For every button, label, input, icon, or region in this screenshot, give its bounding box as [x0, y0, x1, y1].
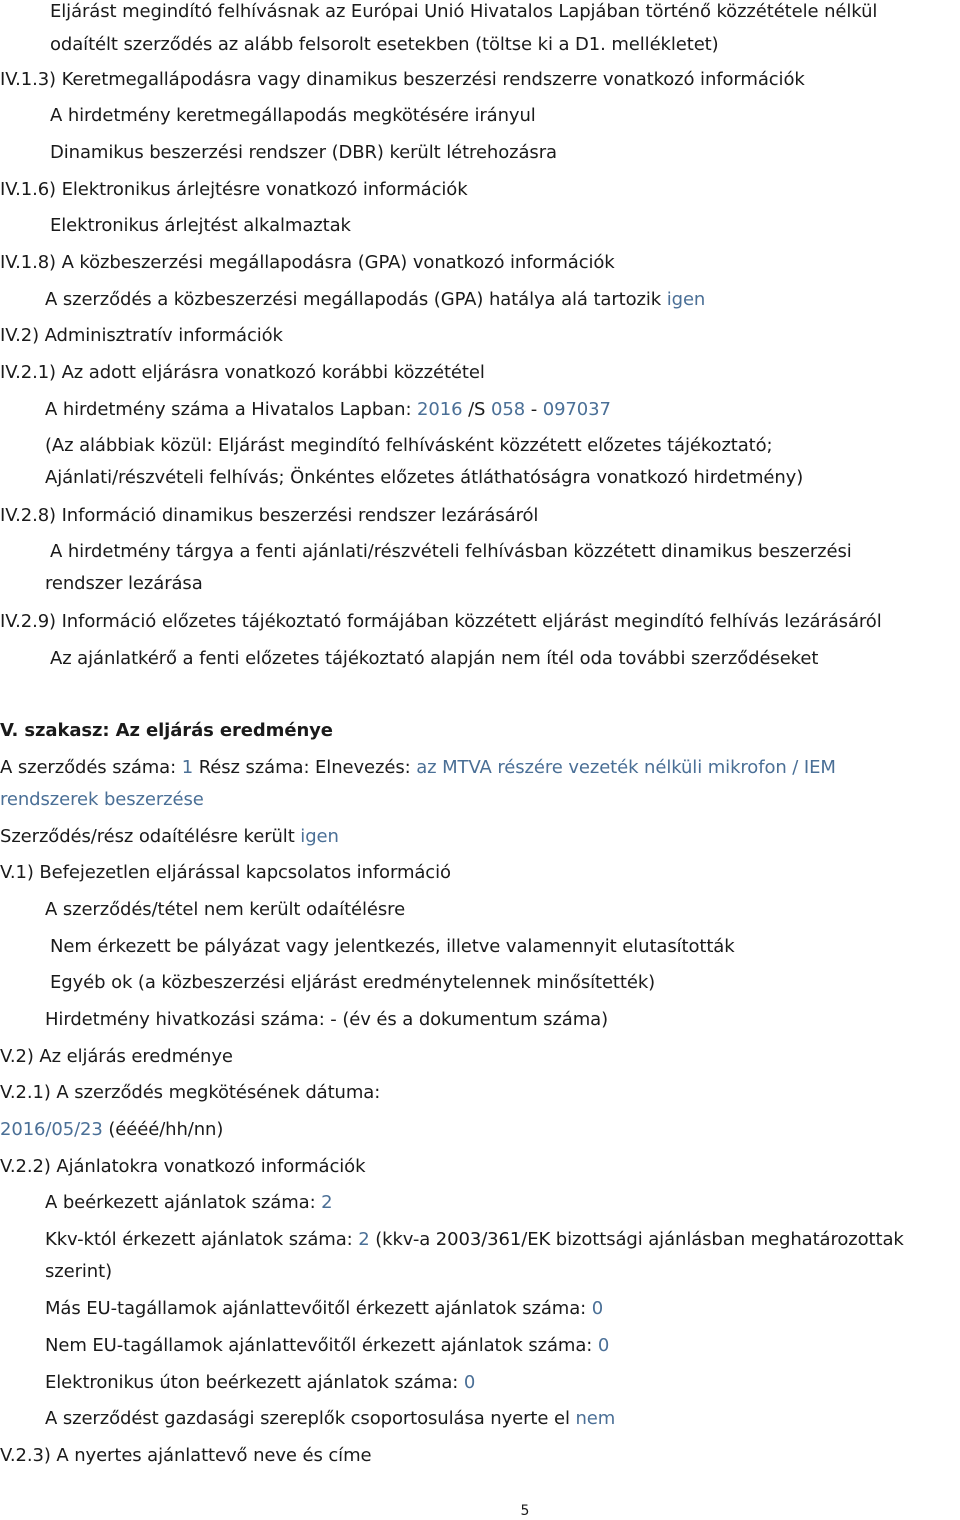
heading-iv-1-3: IV.1.3) Keretmegallápodásra vagy dinamikus beszerzési rendszerre vonatkozó információk	[0, 69, 805, 90]
eauction-item: Elektronikus árlejtést alkalmaztak	[50, 215, 351, 236]
heading-iv-1-8: IV.1.8) A közbeszerzési megállapodásra (GPA) vonatkozó információk	[0, 252, 615, 273]
page-number: 5	[520, 1503, 530, 1519]
gpa-value: igen	[666, 289, 706, 310]
heading-v-2-1: V.2.1) A szerződés megkötésének dátuma:	[0, 1082, 381, 1103]
conclusion-date: 2016/05/23	[0, 1119, 103, 1140]
non-eu-tenders-line	[45, 1334, 609, 1358]
sme-tenders-note-1: (kkv-a 2003/361/EK bizottsági ajánlásban meghatározottak	[375, 1229, 904, 1250]
contract-number: 1	[181, 757, 194, 778]
notice-note-1: (Az alábbiak közül: Eljárást megindító felhívásként közzétett előzetes tájékoztató;	[45, 435, 773, 456]
sme-tenders-label: Kkv-któl érkezett ajánlatok száma:	[45, 1229, 353, 1250]
non-eu-tenders-label: Nem EU-tagállamok ajánlattevőitől érkezett ajánlatok száma:	[45, 1335, 593, 1356]
eu-tenders-line	[45, 1297, 603, 1321]
dps-item: Dinamikus beszerzési rendszer (DBR) került létrehozásra	[50, 142, 557, 163]
part-label: Rész száma: Elnevezés:	[198, 757, 411, 778]
notice-number-label: A hirdetmény száma a Hivatalos Lapban:	[45, 399, 412, 420]
group-award-label: A szerződést gazdasági szereplők csoportosulása nyerte el	[45, 1408, 570, 1429]
heading-v-2: V.2) Az eljárás eredménye	[0, 1046, 233, 1067]
awarded-value: igen	[300, 826, 339, 847]
section-5-title: V. szakasz: Az eljárás eredménye	[0, 720, 333, 741]
pin-closure-item: Az ajánlatkérő a fenti előzetes tájékoztató alapján nem ítél oda további szerződéseket	[50, 648, 819, 669]
gpa-line	[45, 288, 705, 312]
electronic-tenders-line	[45, 1371, 475, 1395]
eu-tenders-value: 0	[591, 1298, 604, 1319]
sme-tenders-value: 2	[358, 1229, 370, 1250]
heading-iv-2-1: IV.2.1) Az adott eljárásra vonatkozó korábbi közzététel	[0, 362, 485, 383]
eu-tenders-label: Más EU-tagállamok ajánlattevőitől érkezett ajánlatok száma:	[45, 1298, 587, 1319]
date-format: (éééé/hh/nn)	[108, 1119, 224, 1140]
sme-tenders-line	[45, 1228, 904, 1252]
awarded-line	[0, 825, 339, 849]
group-award-line	[45, 1407, 615, 1431]
notice-sep-s: /S	[468, 399, 486, 420]
gpa-label: A szerződés a közbeszerzési megállapodás (GPA) hatálya alá tartozik	[45, 289, 662, 310]
notice-series: 058	[491, 399, 526, 420]
awarded-label: Szerződés/rész odaítélésre került	[0, 826, 295, 847]
heading-v-1: V.1) Befejezetlen eljárással kapcsolatos információ	[0, 862, 451, 883]
notice-year: 2016	[417, 399, 463, 420]
contract-name-2: rendszerek beszerzése	[0, 789, 204, 810]
notice-note-2: Ajánlati/részvételi felhívás; Önkéntes előzetes átláthatóságra vonatkozó hirdetmény)	[45, 467, 804, 488]
intro-line-1: Eljárást megindító felhívásnak az Európai Unió Hivatalos Lapjában történő közzététele nélkül	[50, 1, 878, 22]
sme-tenders-note-2: szerint)	[45, 1261, 112, 1282]
electronic-tenders-value: 0	[463, 1372, 476, 1393]
contract-number-label: A szerződés száma:	[0, 757, 177, 778]
notice-sep-dash: -	[530, 399, 538, 420]
heading-iv-2: IV.2) Adminisztratív információk	[0, 325, 283, 346]
heading-iv-2-9: IV.2.9) Információ előzetes tájékoztató formájában közzétett eljárást megindító felhívás lezárásáról	[0, 611, 882, 632]
received-tenders-label: A beérkezett ajánlatok száma:	[45, 1192, 316, 1213]
framework-item: A hirdetmény keretmegállapodás megkötésére irányul	[50, 105, 536, 126]
notice-number-line	[45, 398, 611, 422]
received-tenders-value: 2	[321, 1192, 333, 1213]
heading-v-2-3: V.2.3) A nyertes ajánlattevő neve és címe	[0, 1445, 372, 1466]
heading-iv-2-8: IV.2.8) Információ dinamikus beszerzési rendszer lezárásáról	[0, 505, 539, 526]
notice-reference-item: Hirdetmény hivatkozási száma: - (év és a dokumentum száma)	[45, 1009, 609, 1030]
non-eu-tenders-value: 0	[597, 1335, 610, 1356]
other-reason-item: Egyéb ok (a közbeszerzési eljárást eredménytelennek minősítették)	[50, 972, 656, 993]
received-tenders-line	[45, 1191, 333, 1215]
contract-name-1: az MTVA részére vezeték nélküli mikrofon / IEM	[416, 757, 836, 778]
electronic-tenders-label: Elektronikus úton beérkezett ajánlatok száma:	[45, 1372, 459, 1393]
dps-closure-item-1: A hirdetmény tárgya a fenti ajánlati/részvételi felhívásban közzétett dinamikus beszerzési	[50, 541, 852, 562]
dps-closure-item-2: rendszer lezárása	[45, 573, 203, 594]
group-award-value: nem	[575, 1408, 616, 1429]
heading-v-2-2: V.2.2) Ajánlatokra vonatkozó információk	[0, 1156, 366, 1177]
notice-number: 097037	[542, 399, 611, 420]
conclusion-date-line	[0, 1118, 223, 1142]
heading-iv-1-6: IV.1.6) Elektronikus árlejtésre vonatkozó információk	[0, 179, 468, 200]
contract-line	[0, 756, 836, 780]
intro-line-2: odaítélt szerződés az alább felsorolt esetekben (töltse ki a D1. mellékletet)	[50, 34, 719, 55]
no-tenders-item: Nem érkezett be pályázat vagy jelentkezés, illetve valamennyit elutasították	[50, 936, 735, 957]
not-awarded-item: A szerződés/tétel nem került odaítélésre	[45, 899, 406, 920]
